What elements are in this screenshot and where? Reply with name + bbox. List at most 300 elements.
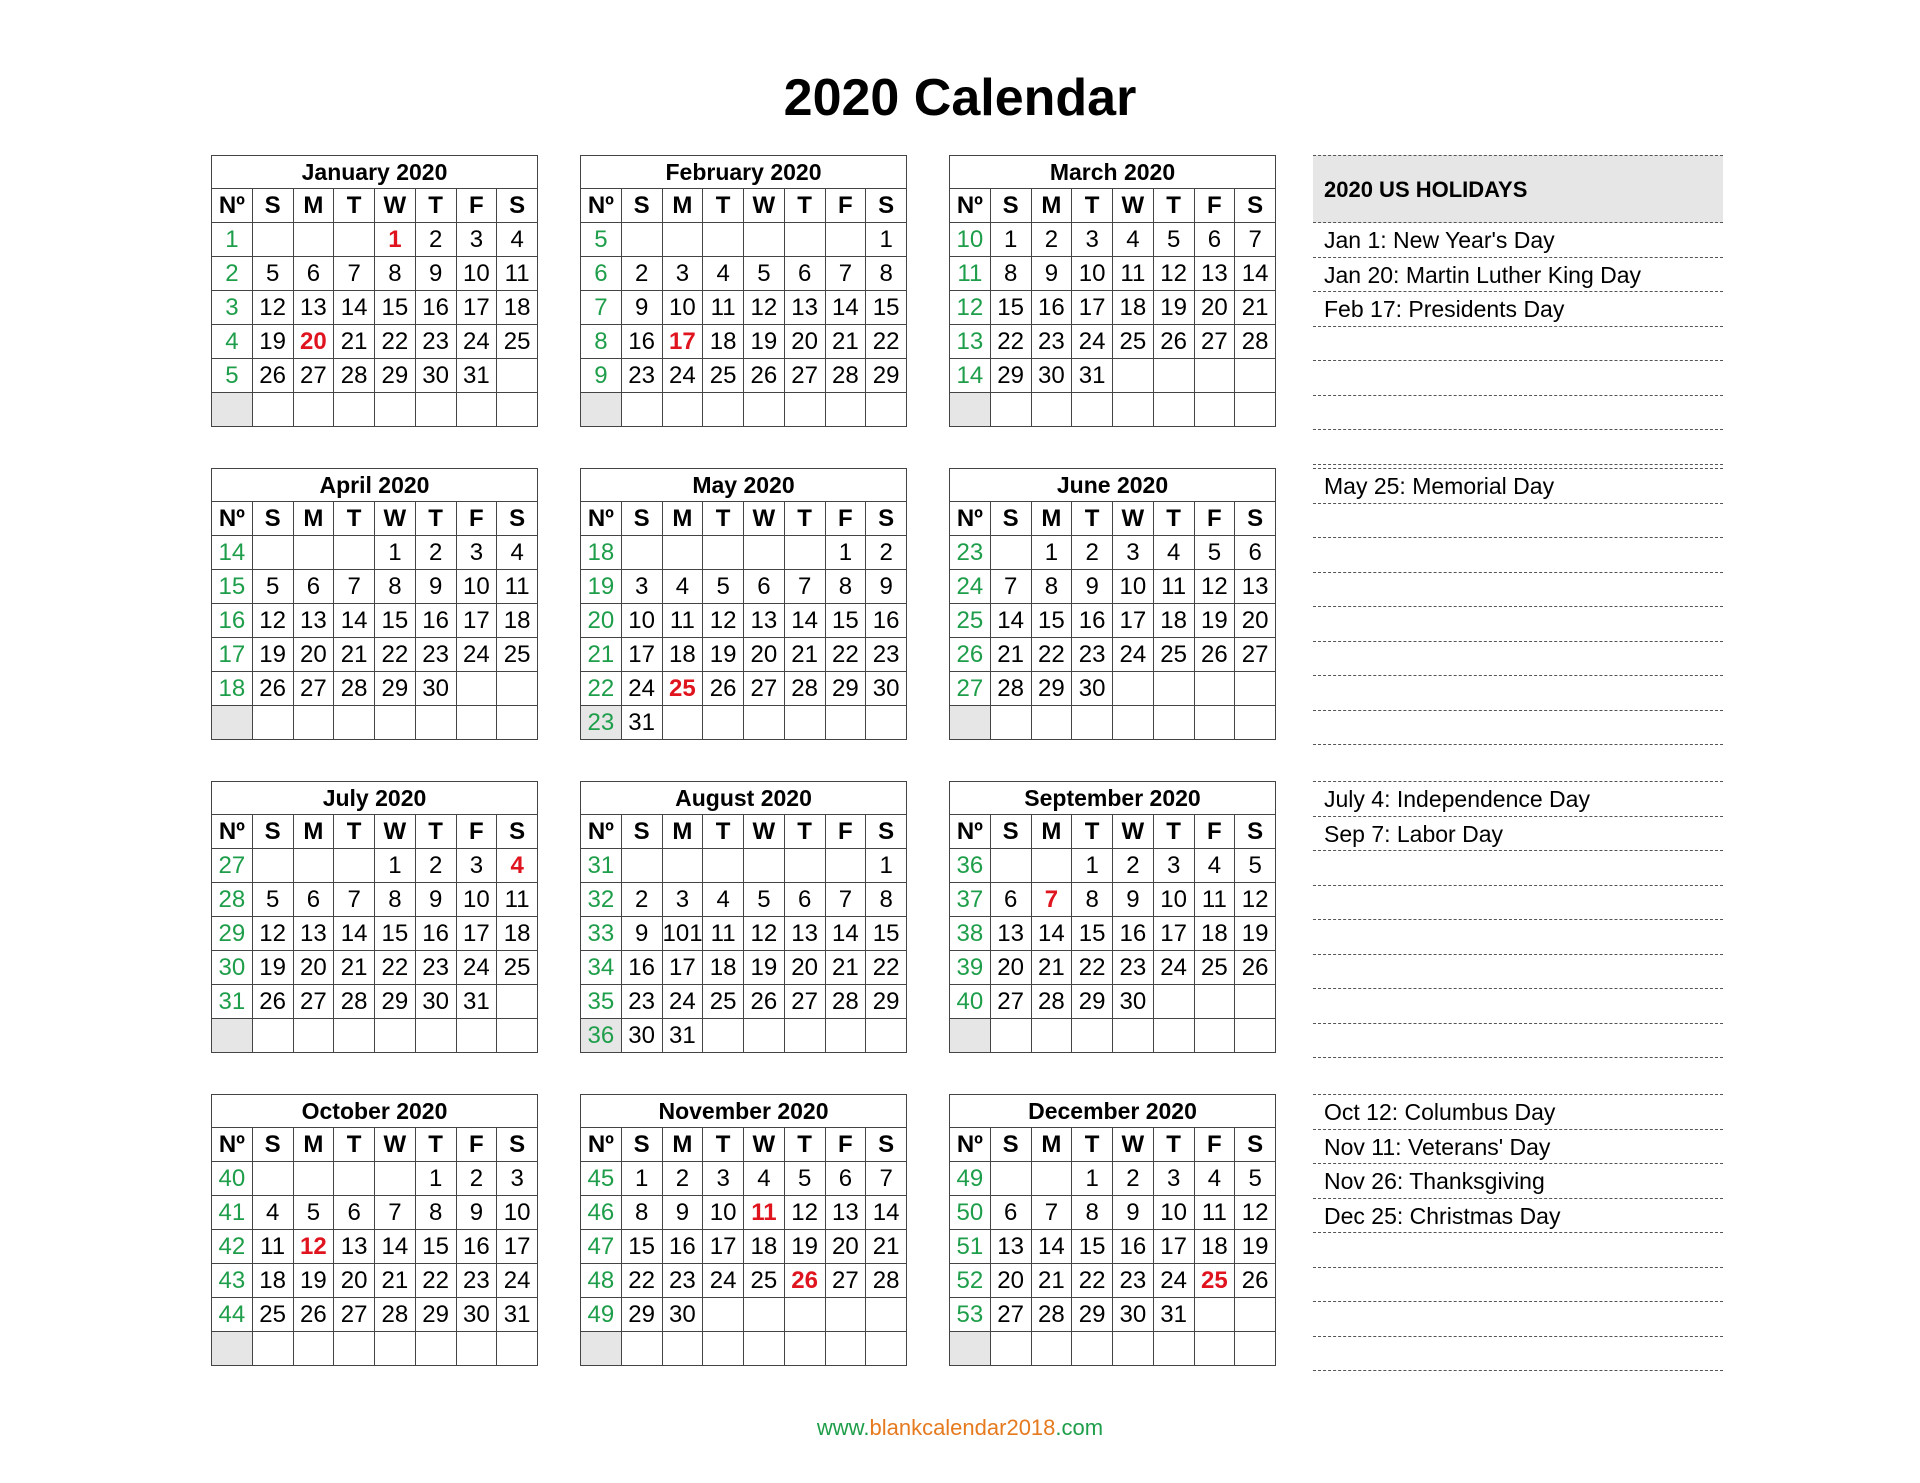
day-cell: 4 xyxy=(252,1196,293,1230)
day-cell: 22 xyxy=(1072,951,1113,985)
week-number: 46 xyxy=(581,1196,622,1230)
weekday-header: S xyxy=(1235,189,1276,223)
holiday-line: May 25: Memorial Day xyxy=(1313,469,1723,504)
weekday-header: F xyxy=(825,1128,866,1162)
day-cell: 29 xyxy=(375,359,416,393)
holiday-line xyxy=(1313,886,1723,921)
day-cell: 17 xyxy=(1153,917,1194,951)
day-cell xyxy=(456,1332,497,1366)
week-number: 31 xyxy=(581,849,622,883)
weekday-header: S xyxy=(252,502,293,536)
day-cell: 1 xyxy=(1031,536,1072,570)
day-cell xyxy=(497,985,538,1019)
day-cell: 16 xyxy=(662,1230,703,1264)
day-cell: 7 xyxy=(784,570,825,604)
day-cell: 2 xyxy=(1072,536,1113,570)
day-cell: 9 xyxy=(415,257,456,291)
day-cell: 14 xyxy=(825,291,866,325)
day-cell: 15 xyxy=(866,291,907,325)
day-cell: 25 xyxy=(1194,1264,1235,1298)
day-cell: 11 xyxy=(662,604,703,638)
day-cell: 24 xyxy=(703,1264,744,1298)
day-cell xyxy=(662,223,703,257)
day-cell: 27 xyxy=(1235,638,1276,672)
day-cell: 12 xyxy=(1194,570,1235,604)
week-number: 24 xyxy=(950,570,991,604)
day-cell: 21 xyxy=(825,325,866,359)
day-cell: 3 xyxy=(662,257,703,291)
day-cell: 2 xyxy=(662,1162,703,1196)
day-cell xyxy=(1031,706,1072,740)
weekday-header: F xyxy=(456,815,497,849)
week-number: 14 xyxy=(212,536,253,570)
day-cell: 10 xyxy=(662,291,703,325)
day-cell: 5 xyxy=(252,883,293,917)
day-cell: 13 xyxy=(825,1196,866,1230)
day-cell: 12 xyxy=(1235,883,1276,917)
day-cell: 16 xyxy=(866,604,907,638)
day-cell xyxy=(703,849,744,883)
weekday-header: F xyxy=(825,815,866,849)
day-cell: 12 xyxy=(1153,257,1194,291)
day-cell: 22 xyxy=(825,638,866,672)
weekday-header: M xyxy=(293,1128,334,1162)
weekday-header: F xyxy=(1194,1128,1235,1162)
month-9 xyxy=(211,1094,538,1366)
week-number: 38 xyxy=(950,917,991,951)
day-cell: 18 xyxy=(703,951,744,985)
day-cell: 13 xyxy=(293,291,334,325)
day-cell xyxy=(375,393,416,427)
day-cell xyxy=(784,849,825,883)
day-cell: 24 xyxy=(662,359,703,393)
holiday-line xyxy=(1313,642,1723,677)
day-cell: 20 xyxy=(784,325,825,359)
day-cell xyxy=(334,393,375,427)
weekday-header: S xyxy=(497,815,538,849)
day-cell: 6 xyxy=(1235,536,1276,570)
day-cell: 15 xyxy=(866,917,907,951)
day-cell: 19 xyxy=(784,1230,825,1264)
day-cell: 3 xyxy=(703,1162,744,1196)
day-cell: 22 xyxy=(866,951,907,985)
day-cell: 8 xyxy=(866,883,907,917)
weekday-header: Nº xyxy=(950,189,991,223)
day-cell xyxy=(1235,985,1276,1019)
footer-url[interactable] xyxy=(0,1415,1920,1441)
day-cell: 28 xyxy=(1235,325,1276,359)
day-cell xyxy=(375,1162,416,1196)
month-7 xyxy=(580,781,907,1053)
day-cell xyxy=(456,393,497,427)
day-cell: 1 xyxy=(1072,849,1113,883)
holiday-line xyxy=(1313,955,1723,990)
day-cell: 5 xyxy=(252,257,293,291)
day-cell: 20 xyxy=(334,1264,375,1298)
weekday-header: S xyxy=(252,1128,293,1162)
day-cell: 7 xyxy=(375,1196,416,1230)
day-cell xyxy=(1072,1019,1113,1053)
weekday-header: M xyxy=(1031,189,1072,223)
day-cell: 25 xyxy=(252,1298,293,1332)
week-number: 50 xyxy=(950,1196,991,1230)
day-cell: 30 xyxy=(866,672,907,706)
day-cell: 31 xyxy=(1153,1298,1194,1332)
day-cell: 9 xyxy=(1072,570,1113,604)
day-cell: 15 xyxy=(825,604,866,638)
day-cell: 18 xyxy=(497,291,538,325)
day-cell: 9 xyxy=(662,1196,703,1230)
day-cell: 2 xyxy=(621,883,662,917)
day-cell: 15 xyxy=(1072,917,1113,951)
weekday-header: M xyxy=(662,502,703,536)
day-cell: 9 xyxy=(1113,1196,1154,1230)
day-cell xyxy=(703,1298,744,1332)
day-cell: 27 xyxy=(334,1298,375,1332)
day-cell: 24 xyxy=(621,672,662,706)
day-cell: 14 xyxy=(334,604,375,638)
day-cell: 1 xyxy=(1072,1162,1113,1196)
day-cell xyxy=(252,1019,293,1053)
day-cell: 26 xyxy=(1153,325,1194,359)
day-cell: 11 xyxy=(252,1230,293,1264)
week-number: 37 xyxy=(950,883,991,917)
weekday-header: T xyxy=(1153,815,1194,849)
day-cell xyxy=(252,393,293,427)
day-cell: 12 xyxy=(744,291,785,325)
weekday-header: S xyxy=(866,502,907,536)
holiday-line: Nov 11: Veterans' Day xyxy=(1313,1130,1723,1165)
day-cell: 4 xyxy=(662,570,703,604)
month-name: March 2020 xyxy=(950,156,1276,189)
week-number xyxy=(212,1019,253,1053)
day-cell xyxy=(784,1298,825,1332)
weekday-header: T xyxy=(1072,189,1113,223)
day-cell: 23 xyxy=(621,985,662,1019)
week-number: 15 xyxy=(212,570,253,604)
day-cell xyxy=(334,706,375,740)
weekday-header: S xyxy=(990,502,1031,536)
day-cell: 22 xyxy=(375,638,416,672)
day-cell xyxy=(1194,672,1235,706)
day-cell: 9 xyxy=(415,883,456,917)
day-cell: 20 xyxy=(1194,291,1235,325)
month-2 xyxy=(949,155,1276,427)
day-cell xyxy=(825,393,866,427)
day-cell: 8 xyxy=(1072,1196,1113,1230)
week-number: 44 xyxy=(212,1298,253,1332)
day-cell: 27 xyxy=(293,985,334,1019)
day-cell: 29 xyxy=(825,672,866,706)
day-cell: 26 xyxy=(703,672,744,706)
holiday-line xyxy=(1313,989,1723,1024)
weekday-header: S xyxy=(990,815,1031,849)
day-cell: 20 xyxy=(990,1264,1031,1298)
day-cell xyxy=(1153,393,1194,427)
day-cell: 8 xyxy=(1031,570,1072,604)
weekday-header: Nº xyxy=(950,502,991,536)
day-cell: 23 xyxy=(1031,325,1072,359)
holiday-line xyxy=(1313,504,1723,539)
day-cell: 14 xyxy=(784,604,825,638)
day-cell: 20 xyxy=(990,951,1031,985)
day-cell: 30 xyxy=(415,359,456,393)
day-cell: 23 xyxy=(1113,951,1154,985)
day-cell: 21 xyxy=(334,951,375,985)
day-cell: 22 xyxy=(866,325,907,359)
day-cell xyxy=(1031,849,1072,883)
day-cell xyxy=(497,706,538,740)
footer-prefix: www. xyxy=(816,1415,870,1440)
week-number: 19 xyxy=(581,570,622,604)
day-cell xyxy=(415,1019,456,1053)
day-cell xyxy=(1235,393,1276,427)
day-cell xyxy=(990,536,1031,570)
holiday-line xyxy=(1313,361,1723,396)
day-cell: 19 xyxy=(703,638,744,672)
week-number: 40 xyxy=(212,1162,253,1196)
day-cell xyxy=(456,672,497,706)
day-cell xyxy=(334,1019,375,1053)
day-cell: 29 xyxy=(1072,1298,1113,1332)
weekday-header: F xyxy=(456,189,497,223)
day-cell: 11 xyxy=(703,291,744,325)
day-cell: 27 xyxy=(825,1264,866,1298)
day-cell: 8 xyxy=(375,570,416,604)
day-cell xyxy=(662,1332,703,1366)
weekday-header: T xyxy=(703,815,744,849)
day-cell: 28 xyxy=(784,672,825,706)
weekday-header: S xyxy=(1235,815,1276,849)
day-cell: 14 xyxy=(1235,257,1276,291)
day-cell: 13 xyxy=(293,604,334,638)
month-name: October 2020 xyxy=(212,1095,538,1128)
day-cell: 16 xyxy=(415,291,456,325)
weekday-header: S xyxy=(1235,502,1276,536)
day-cell: 30 xyxy=(415,985,456,1019)
holiday-line xyxy=(1313,396,1723,431)
day-cell: 15 xyxy=(375,917,416,951)
day-cell xyxy=(662,536,703,570)
day-cell xyxy=(825,1019,866,1053)
week-number: 22 xyxy=(581,672,622,706)
day-cell: 14 xyxy=(825,917,866,951)
holiday-group xyxy=(1313,155,1723,465)
day-cell: 23 xyxy=(1113,1264,1154,1298)
day-cell xyxy=(1235,359,1276,393)
weekday-header: Nº xyxy=(581,815,622,849)
holiday-line xyxy=(1313,711,1723,746)
day-cell xyxy=(866,1019,907,1053)
week-number: 30 xyxy=(212,951,253,985)
day-cell: 11 xyxy=(1113,257,1154,291)
day-cell: 31 xyxy=(456,359,497,393)
day-cell: 30 xyxy=(1072,672,1113,706)
day-cell xyxy=(1194,359,1235,393)
day-cell: 21 xyxy=(375,1264,416,1298)
day-cell: 29 xyxy=(1031,672,1072,706)
weekday-header: T xyxy=(334,1128,375,1162)
day-cell: 8 xyxy=(1072,883,1113,917)
weekday-header: T xyxy=(1153,189,1194,223)
day-cell: 3 xyxy=(497,1162,538,1196)
day-cell xyxy=(784,393,825,427)
day-cell xyxy=(784,223,825,257)
holiday-line xyxy=(1313,430,1723,465)
day-cell xyxy=(1113,672,1154,706)
weekday-header: M xyxy=(1031,1128,1072,1162)
day-cell xyxy=(1072,706,1113,740)
day-cell xyxy=(621,223,662,257)
day-cell: 14 xyxy=(866,1196,907,1230)
weekday-header: M xyxy=(293,189,334,223)
day-cell xyxy=(293,849,334,883)
day-cell: 3 xyxy=(1072,223,1113,257)
day-cell: 2 xyxy=(415,536,456,570)
month-name: February 2020 xyxy=(581,156,907,189)
day-cell: 14 xyxy=(375,1230,416,1264)
day-cell: 5 xyxy=(703,570,744,604)
day-cell: 10 xyxy=(1113,570,1154,604)
day-cell xyxy=(703,393,744,427)
weekday-header: T xyxy=(784,502,825,536)
week-number: 13 xyxy=(950,325,991,359)
week-number: 31 xyxy=(212,985,253,1019)
day-cell: 16 xyxy=(621,325,662,359)
day-cell: 17 xyxy=(662,325,703,359)
day-cell: 24 xyxy=(456,325,497,359)
day-cell: 6 xyxy=(825,1162,866,1196)
day-cell: 4 xyxy=(497,849,538,883)
day-cell: 11 xyxy=(1194,1196,1235,1230)
holiday-group xyxy=(1313,1094,1723,1371)
day-cell xyxy=(784,706,825,740)
day-cell xyxy=(744,849,785,883)
day-cell: 3 xyxy=(456,223,497,257)
week-number: 47 xyxy=(581,1230,622,1264)
weekday-header: M xyxy=(293,502,334,536)
day-cell: 11 xyxy=(497,570,538,604)
day-cell: 24 xyxy=(1072,325,1113,359)
day-cell: 11 xyxy=(1194,883,1235,917)
day-cell: 3 xyxy=(1153,849,1194,883)
day-cell xyxy=(293,706,334,740)
day-cell: 4 xyxy=(703,257,744,291)
day-cell: 18 xyxy=(1113,291,1154,325)
day-cell: 28 xyxy=(990,672,1031,706)
day-cell: 6 xyxy=(293,257,334,291)
weekday-header: T xyxy=(703,1128,744,1162)
day-cell xyxy=(1113,393,1154,427)
day-cell: 22 xyxy=(621,1264,662,1298)
day-cell xyxy=(497,359,538,393)
day-cell: 17 xyxy=(703,1230,744,1264)
day-cell xyxy=(621,536,662,570)
holiday-line: Sep 7: Labor Day xyxy=(1313,817,1723,852)
day-cell: 22 xyxy=(415,1264,456,1298)
day-cell xyxy=(825,706,866,740)
day-cell: 9 xyxy=(866,570,907,604)
holiday-line: Feb 17: Presidents Day xyxy=(1313,292,1723,327)
footer-suffix: .com xyxy=(1055,1415,1104,1440)
day-cell xyxy=(1113,1019,1154,1053)
day-cell: 6 xyxy=(990,1196,1031,1230)
day-cell: 15 xyxy=(1031,604,1072,638)
holiday-group xyxy=(1313,468,1723,745)
day-cell xyxy=(375,706,416,740)
day-cell: 6 xyxy=(293,883,334,917)
day-cell: 11 xyxy=(497,883,538,917)
day-cell: 29 xyxy=(621,1298,662,1332)
day-cell: 10 xyxy=(1072,257,1113,291)
holiday-line xyxy=(1313,1024,1723,1059)
day-cell: 21 xyxy=(334,325,375,359)
day-cell: 16 xyxy=(1072,604,1113,638)
day-cell: 17 xyxy=(662,951,703,985)
day-cell: 5 xyxy=(744,257,785,291)
day-cell: 18 xyxy=(252,1264,293,1298)
day-cell xyxy=(990,393,1031,427)
day-cell: 30 xyxy=(1113,1298,1154,1332)
weekday-header: T xyxy=(334,189,375,223)
week-number: 4 xyxy=(212,325,253,359)
day-cell: 28 xyxy=(825,359,866,393)
weekday-header: F xyxy=(1194,815,1235,849)
day-cell: 4 xyxy=(1194,1162,1235,1196)
week-number: 48 xyxy=(581,1264,622,1298)
day-cell: 24 xyxy=(1113,638,1154,672)
week-number: 2 xyxy=(212,257,253,291)
day-cell: 25 xyxy=(703,359,744,393)
day-cell: 26 xyxy=(784,1264,825,1298)
day-cell: 10 xyxy=(703,1196,744,1230)
day-cell: 28 xyxy=(375,1298,416,1332)
day-cell: 16 xyxy=(1113,1230,1154,1264)
week-number: 9 xyxy=(581,359,622,393)
day-cell xyxy=(744,1332,785,1366)
day-cell: 25 xyxy=(497,951,538,985)
day-cell: 18 xyxy=(497,604,538,638)
weekday-header: M xyxy=(662,189,703,223)
week-number: 43 xyxy=(212,1264,253,1298)
weekday-header: Nº xyxy=(950,815,991,849)
day-cell: 18 xyxy=(1194,917,1235,951)
holiday-line xyxy=(1313,1337,1723,1372)
holiday-line: Jan 1: New Year's Day xyxy=(1313,223,1723,258)
holiday-line: Oct 12: Columbus Day xyxy=(1313,1095,1723,1130)
day-cell xyxy=(415,1332,456,1366)
holidays-heading: 2020 US HOLIDAYS xyxy=(1313,155,1723,223)
day-cell: 1 xyxy=(866,849,907,883)
week-number: 17 xyxy=(212,638,253,672)
day-cell: 7 xyxy=(866,1162,907,1196)
month-6 xyxy=(211,781,538,1053)
day-cell: 18 xyxy=(662,638,703,672)
day-cell: 13 xyxy=(784,917,825,951)
day-cell xyxy=(252,1162,293,1196)
day-cell: 15 xyxy=(375,291,416,325)
day-cell: 14 xyxy=(334,917,375,951)
day-cell: 10 xyxy=(1153,883,1194,917)
day-cell xyxy=(744,536,785,570)
day-cell: 10 xyxy=(456,257,497,291)
day-cell: 30 xyxy=(456,1298,497,1332)
weekday-header: S xyxy=(497,189,538,223)
day-cell: 24 xyxy=(1153,1264,1194,1298)
day-cell: 27 xyxy=(1194,325,1235,359)
day-cell: 18 xyxy=(703,325,744,359)
weekday-header: W xyxy=(375,189,416,223)
